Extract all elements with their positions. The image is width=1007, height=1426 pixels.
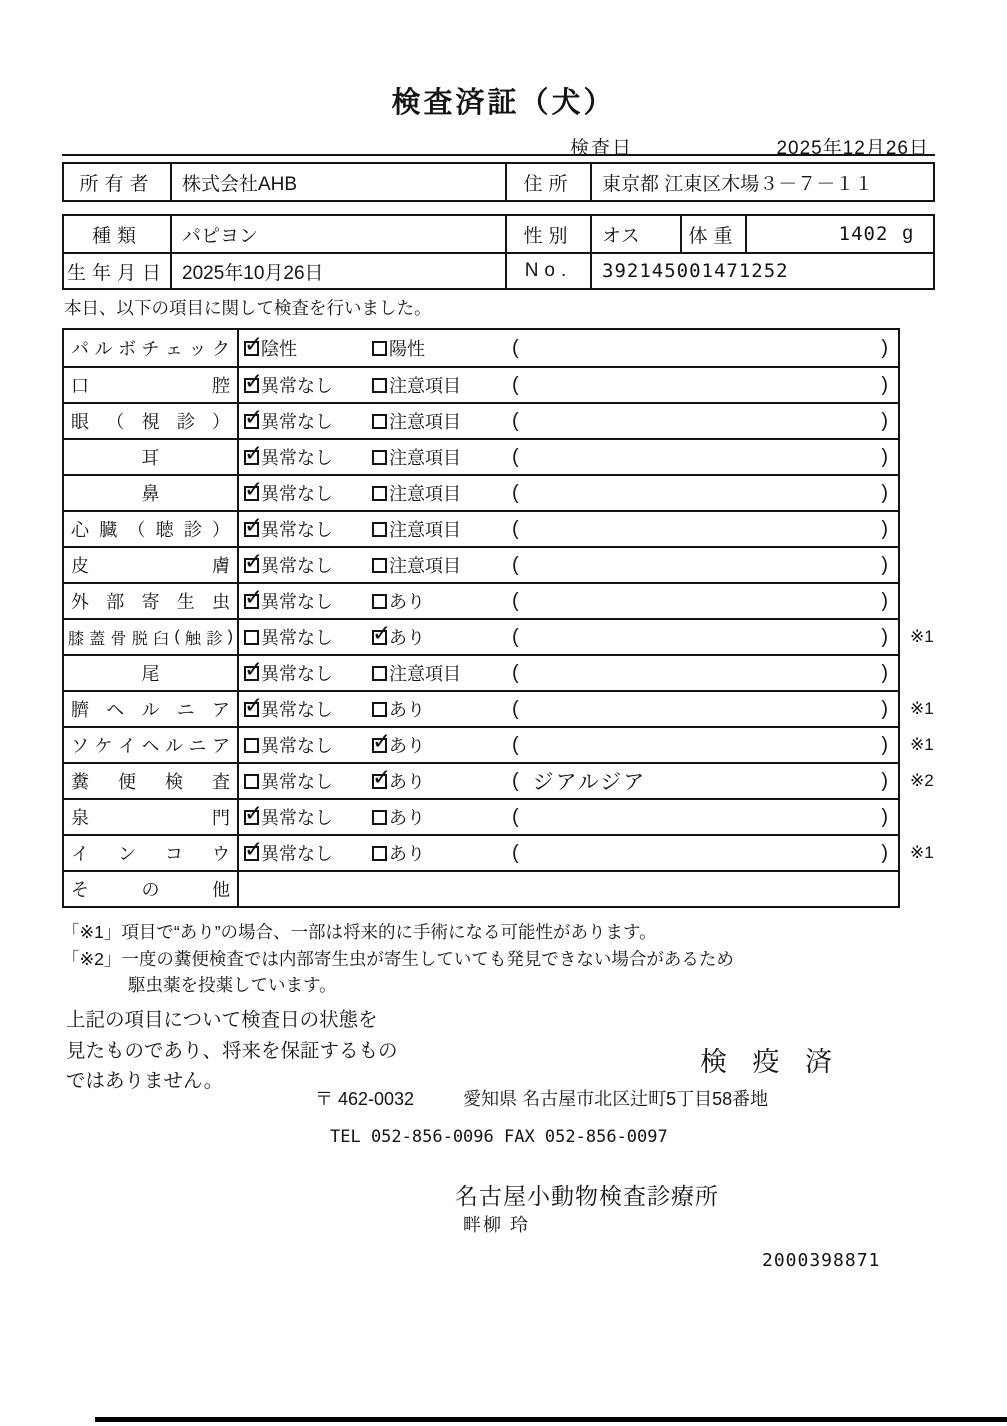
exam-option-1	[244, 335, 372, 361]
disclaimer-line-1: 上記の項目について検査日の状態を	[66, 1009, 378, 1031]
clinic-postal-code: 〒 462-0032	[315, 1089, 415, 1109]
exam-result-cell	[239, 656, 898, 690]
exam-item-label: 耳	[141, 448, 160, 468]
footnote-mark: ※1	[910, 843, 934, 862]
open-paren: (	[512, 445, 519, 468]
checkbox-icon	[244, 702, 259, 717]
checkbox-icon	[244, 450, 259, 465]
close-paren: )	[881, 481, 888, 504]
exam-item-cell	[64, 330, 239, 366]
exam-option-2	[372, 408, 512, 434]
close-paren: )	[881, 517, 888, 540]
open-paren: (	[512, 769, 519, 792]
checkbox-icon	[244, 630, 259, 645]
option-label: 異常なし	[261, 844, 333, 864]
exam-item-cell	[64, 620, 239, 654]
exam-row	[64, 654, 898, 690]
sex-label: 性別	[507, 216, 592, 252]
exam-result-cell	[239, 584, 898, 618]
option-label: 注意項目	[389, 412, 461, 432]
open-paren: (	[512, 336, 519, 359]
option-label: あり	[389, 844, 425, 864]
exam-row	[64, 402, 898, 438]
exam-note	[512, 626, 898, 649]
exam-item-cell	[64, 692, 239, 726]
option-label: あり	[389, 772, 425, 792]
exam-note	[512, 482, 898, 505]
close-paren: )	[881, 553, 888, 576]
exam-option-2	[372, 696, 512, 722]
exam-result-cell	[239, 440, 898, 474]
close-paren: )	[881, 409, 888, 432]
checkbox-icon	[372, 558, 387, 573]
open-paren: (	[512, 481, 519, 504]
clinic-address: 愛知県 名古屋市北区辻町5丁目58番地	[463, 1089, 769, 1109]
disclaimer-line-2: 見たものであり、将来を保証するもの	[66, 1039, 398, 1062]
scan-artifact-line	[95, 1417, 1007, 1422]
checkbox-icon	[244, 738, 259, 753]
checkbox-icon	[372, 810, 387, 825]
exam-option-1	[244, 552, 372, 578]
exam-item-label: 眼 （ 視 診 ）	[71, 412, 230, 432]
checkbox-icon	[372, 594, 387, 609]
exam-result-cell	[239, 836, 898, 870]
exam-result-cell	[239, 368, 898, 402]
close-paren: )	[881, 841, 888, 864]
exam-row	[64, 546, 898, 582]
exam-item-label: 臍 ヘ ル ニ ア	[71, 700, 230, 720]
no-label: No.	[507, 254, 592, 288]
exam-item-cell	[64, 548, 239, 582]
weight-value: 1402	[838, 223, 889, 245]
exam-item-label: ソ ケ イ ヘ ル ニ ア	[71, 736, 230, 756]
exam-result-cell	[239, 476, 898, 510]
quarantine-stamp: 検 疫 済	[700, 1047, 842, 1077]
close-paren: )	[881, 625, 888, 648]
exam-option-1	[244, 732, 372, 758]
exam-note	[512, 766, 898, 796]
exam-item-cell	[64, 728, 239, 762]
exam-note	[512, 374, 898, 397]
option-label: あり	[389, 700, 425, 720]
exam-note	[512, 554, 898, 577]
exam-note	[512, 698, 898, 721]
checkbox-icon	[244, 810, 259, 825]
exam-row	[64, 870, 898, 906]
exam-option-1	[244, 480, 372, 506]
exam-item-label: 鼻	[141, 484, 160, 504]
exam-item-cell	[64, 440, 239, 474]
checkbox-icon	[372, 378, 387, 393]
exam-option-1	[244, 804, 372, 830]
checkbox-icon	[372, 666, 387, 681]
exam-note	[512, 662, 898, 685]
exam-item-label: 口 腔	[71, 376, 230, 396]
exam-option-1	[244, 660, 372, 686]
exam-result-cell	[239, 728, 898, 762]
pet-row-2	[64, 252, 933, 288]
option-label: 異常なし	[261, 736, 333, 756]
exam-item-label: そ の 他	[71, 880, 230, 900]
footnote-2-line2: 駆虫薬を投薬しています。	[128, 975, 337, 995]
option-label: 異常なし	[261, 592, 333, 612]
inspection-date-value: 2025年12月26日	[776, 138, 929, 159]
exam-item-cell	[64, 512, 239, 546]
close-paren: )	[881, 769, 888, 792]
option-label: 注意項目	[389, 520, 461, 540]
disclaimer-text	[66, 1005, 398, 1097]
exam-option-2	[372, 660, 512, 686]
option-label: あり	[389, 736, 425, 756]
exam-note	[512, 842, 898, 865]
exam-note	[512, 518, 898, 541]
exam-option-2	[372, 335, 512, 361]
exam-row	[64, 618, 934, 654]
option-label: あり	[389, 628, 425, 648]
option-label: 異常なし	[261, 484, 333, 504]
option-label: 異常なし	[261, 808, 333, 828]
option-label: 異常なし	[261, 664, 333, 684]
page-title: 検査済証（犬）	[391, 87, 616, 119]
footnote-2-line1: 「※2」一度の糞便検査では内部寄生虫が寄生していても発見できない場合があるため	[62, 948, 734, 969]
checkbox-icon	[244, 414, 259, 429]
exam-row	[64, 510, 898, 546]
exam-note	[512, 446, 898, 469]
intro-text: 本日、以下の項目に関して検査を行いました。	[64, 298, 432, 318]
option-label: 注意項目	[389, 556, 461, 576]
open-paren: (	[512, 697, 519, 720]
open-paren: (	[512, 517, 519, 540]
clinic-name: 名古屋小動物検査診療所	[455, 1183, 719, 1209]
exam-item-label: パ ル ボ チ ェ ッ ク	[71, 339, 230, 359]
exam-option-1	[244, 840, 372, 866]
checkbox-icon	[372, 486, 387, 501]
checkbox-icon	[244, 341, 259, 356]
checkbox-icon	[244, 558, 259, 573]
footnote-mark: ※1	[910, 699, 934, 718]
sex-value: オス	[592, 216, 682, 252]
breed-label: 種類	[64, 216, 172, 252]
checkbox-icon	[244, 378, 259, 393]
owner-table	[62, 162, 935, 202]
weight-unit: g	[902, 223, 913, 244]
exam-result-cell	[239, 872, 898, 906]
option-label: 異常なし	[261, 412, 333, 432]
exam-option-2	[372, 768, 512, 794]
close-paren: )	[881, 336, 888, 359]
exam-option-1	[244, 696, 372, 722]
exam-item-cell	[64, 800, 239, 834]
exam-row	[64, 582, 898, 618]
checkbox-icon	[244, 846, 259, 861]
exam-item-cell	[64, 872, 239, 906]
no-value: 392145001471252	[602, 260, 789, 282]
exam-option-2	[372, 732, 512, 758]
exam-option-2	[372, 372, 512, 398]
open-paren: (	[512, 553, 519, 576]
owner-label: 所有者	[64, 164, 172, 200]
exam-item-cell	[64, 764, 239, 798]
exam-item-cell	[64, 584, 239, 618]
checkbox-icon	[372, 414, 387, 429]
exam-row	[64, 474, 898, 510]
exam-table	[62, 328, 934, 908]
breed-value: パピヨン	[172, 216, 507, 252]
exam-item-label: 泉 門	[71, 808, 230, 828]
option-label: 陰性	[261, 339, 297, 359]
exam-item-cell	[64, 656, 239, 690]
footnote-mark: ※1	[910, 735, 934, 754]
clinic-phone: TEL 052-856-0096 FAX 052-856-0097	[330, 1127, 668, 1147]
open-paren: (	[512, 625, 519, 648]
open-paren: (	[512, 409, 519, 432]
checkbox-icon	[244, 774, 259, 789]
open-paren: (	[512, 805, 519, 828]
exam-item-label: 心 臓 （ 聴 診 ）	[71, 520, 230, 540]
exam-result-cell	[239, 548, 898, 582]
exam-item-label: 膝 蓋 骨 脱 臼 ( 触 診 )	[68, 628, 233, 648]
weight-label: 体重	[682, 216, 747, 252]
option-label: 注意項目	[389, 376, 461, 396]
checkbox-icon	[372, 702, 387, 717]
exam-item-label: 皮 膚	[71, 556, 230, 576]
open-paren: (	[512, 733, 519, 756]
close-paren: )	[881, 733, 888, 756]
option-label: 異常なし	[261, 448, 333, 468]
exam-option-1	[244, 516, 372, 542]
exam-row	[64, 762, 934, 798]
exam-option-2	[372, 444, 512, 470]
checkbox-icon	[372, 774, 387, 789]
exam-result-cell	[239, 764, 898, 798]
exam-row	[64, 726, 934, 762]
exam-option-2	[372, 804, 512, 830]
exam-option-2	[372, 624, 512, 650]
close-paren: )	[881, 589, 888, 612]
close-paren: )	[881, 805, 888, 828]
address-label: 住所	[507, 164, 592, 200]
pet-row-1	[64, 216, 933, 252]
exam-note	[512, 590, 898, 613]
exam-option-2	[372, 552, 512, 578]
birthdate-label: 生年月日	[64, 254, 172, 288]
exam-option-1	[244, 624, 372, 650]
footnote-1: 「※1」項目で“あり”の場合、一部は将来的に手術になる可能性があります。	[62, 922, 657, 942]
exam-item-cell	[64, 368, 239, 402]
exam-note	[512, 337, 898, 360]
clinic-address-line	[315, 1085, 768, 1111]
exam-option-2	[372, 480, 512, 506]
exam-item-cell	[64, 836, 239, 870]
exam-row	[64, 366, 898, 402]
exam-result-cell	[239, 800, 898, 834]
checkbox-icon	[372, 630, 387, 645]
option-label: 異常なし	[261, 520, 333, 540]
birthdate-value: 2025年10月26日	[172, 254, 507, 288]
clinic-staff-name: 畔柳 玲	[463, 1215, 531, 1235]
open-paren: (	[512, 841, 519, 864]
option-label: 異常なし	[261, 628, 333, 648]
footnote-mark: ※1	[910, 627, 934, 646]
header-divider	[62, 154, 935, 156]
address-value: 東京都 江東区木場３－７－１１	[602, 173, 874, 195]
close-paren: )	[881, 661, 888, 684]
option-label: 異常なし	[261, 376, 333, 396]
exam-option-1	[244, 588, 372, 614]
exam-item-label: 糞 便 検 査	[71, 772, 230, 792]
exam-row	[64, 798, 898, 834]
exam-result-cell	[239, 692, 898, 726]
checkbox-icon	[244, 486, 259, 501]
exam-result-cell	[239, 620, 898, 654]
option-label: あり	[389, 592, 425, 612]
exam-row	[64, 330, 898, 366]
exam-option-2	[372, 588, 512, 614]
exam-result-cell	[239, 512, 898, 546]
exam-note	[512, 734, 898, 757]
document-serial: 2000398871	[762, 1250, 881, 1271]
checkbox-icon	[372, 522, 387, 537]
inspection-date-row	[62, 133, 935, 159]
checkbox-icon	[244, 666, 259, 681]
owner-name: 株式会社AHB	[172, 164, 507, 200]
disclaimer-line-3: ではありません。	[66, 1070, 224, 1092]
option-label: 異常なし	[261, 556, 333, 576]
footnotes	[62, 919, 734, 999]
close-paren: )	[881, 373, 888, 396]
checkbox-icon	[244, 594, 259, 609]
exam-result-cell	[239, 330, 898, 366]
checkbox-icon	[372, 450, 387, 465]
exam-row	[64, 834, 934, 870]
open-paren: (	[512, 373, 519, 396]
weight-cell	[747, 216, 933, 252]
exam-item-cell	[64, 404, 239, 438]
close-paren: )	[881, 697, 888, 720]
exam-row	[64, 690, 934, 726]
exam-item-cell	[64, 476, 239, 510]
close-paren: )	[881, 445, 888, 468]
exam-option-1	[244, 372, 372, 398]
exam-note	[512, 410, 898, 433]
option-label: 異常なし	[261, 700, 333, 720]
pet-table	[62, 214, 935, 290]
option-label: 異常なし	[261, 772, 333, 792]
option-label: あり	[389, 808, 425, 828]
checkbox-icon	[372, 738, 387, 753]
exam-option-2	[372, 516, 512, 542]
checkbox-icon	[244, 522, 259, 537]
option-label: 注意項目	[389, 448, 461, 468]
footnote-mark: ※2	[910, 771, 934, 790]
option-label: 陽性	[389, 339, 425, 359]
exam-row	[64, 438, 898, 474]
exam-item-label: イ ン コ ウ	[71, 844, 230, 864]
exam-option-1	[244, 444, 372, 470]
inspection-date-label: 検査日	[570, 138, 634, 159]
exam-option-1	[244, 408, 372, 434]
open-paren: (	[512, 661, 519, 684]
exam-option-2	[372, 840, 512, 866]
exam-item-label: 尾	[141, 664, 160, 684]
checkbox-icon	[372, 341, 387, 356]
exam-result-cell	[239, 404, 898, 438]
exam-note	[512, 806, 898, 829]
exam-item-label: 外 部 寄 生 虫	[71, 592, 230, 612]
checkbox-icon	[372, 846, 387, 861]
option-label: 注意項目	[389, 484, 461, 504]
owner-row	[64, 164, 933, 200]
open-paren: (	[512, 589, 519, 612]
note-text: ジアルジア	[532, 771, 647, 794]
option-label: 注意項目	[389, 664, 461, 684]
exam-option-1	[244, 768, 372, 794]
